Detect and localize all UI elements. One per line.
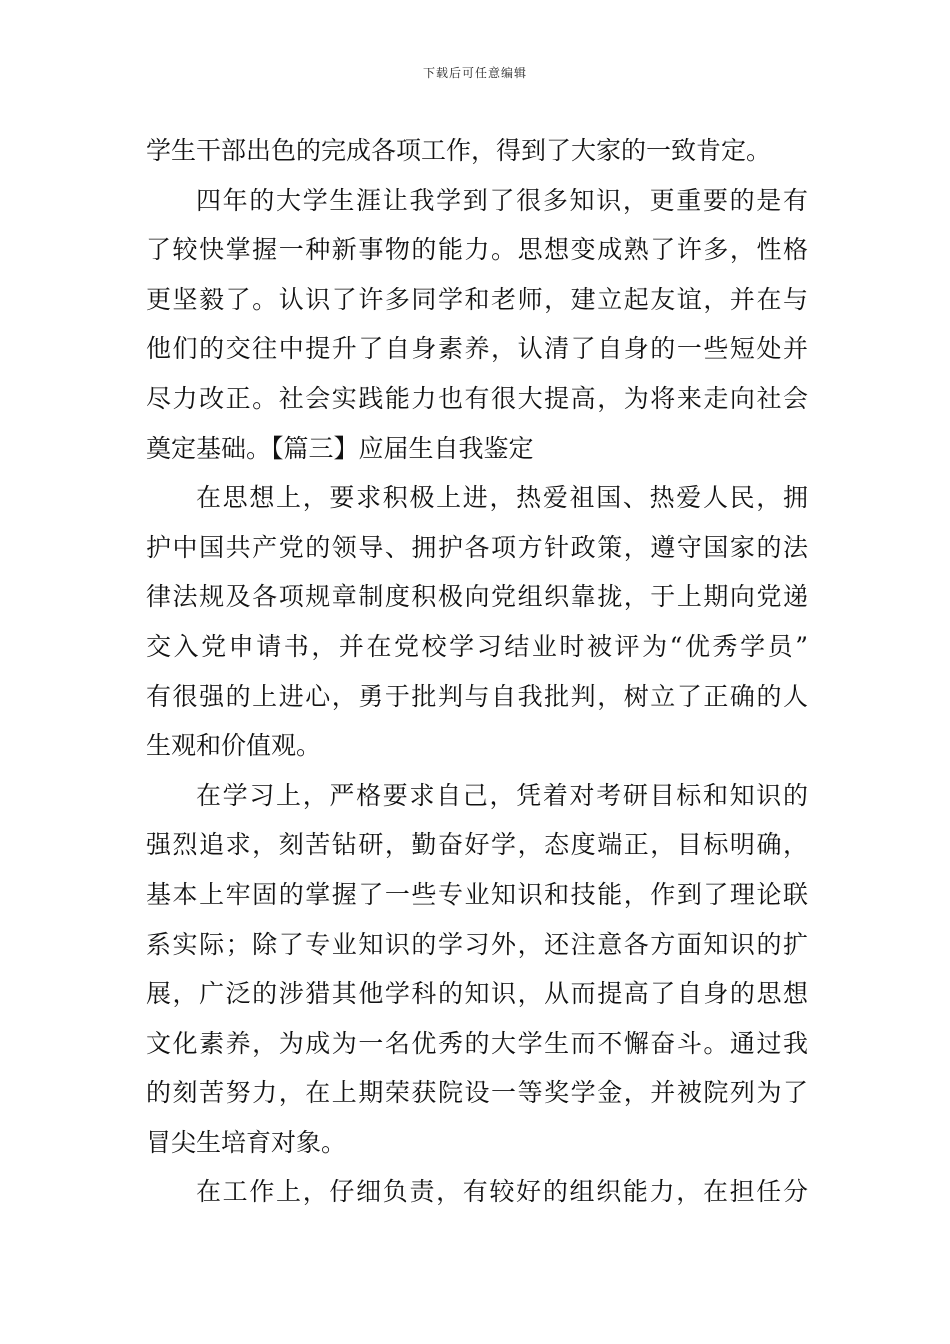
text-line: 交入党申请书，并在党校学习结业时被评为“优秀学员”: [146, 631, 808, 661]
text-line: 在思想上，要求积极上进，热爱祖国、热爱人民，拥: [196, 483, 808, 513]
document-body: [146, 126, 808, 1217]
text-line: 护中国共产党的领导、拥护各项方针政策，遵守国家的法: [146, 532, 808, 562]
text-line: 更坚毅了。认识了许多同学和老师，建立起友谊，并在与: [146, 284, 808, 314]
text-line: 在工作上，仔细负责，有较好的组织能力，在担任分: [196, 1177, 808, 1207]
text-line: 他们的交往中提升了自身素养，认清了自身的一些短处并: [146, 334, 808, 364]
text-line: 尽力改正。社会实践能力也有很大提高，为将来走向社会: [146, 383, 808, 413]
header-note: 下载后可任意编辑: [422, 66, 527, 80]
text-line: 了较快掌握一种新事物的能力。思想变成熟了许多，性格: [146, 235, 808, 265]
text-line: 展，广泛的涉猎其他学科的知识，从而提高了自身的思想: [146, 979, 808, 1009]
text-line: 基本上牢固的掌握了一些专业知识和技能，作到了理论联: [146, 879, 808, 909]
text-line: 生观和价值观。: [146, 731, 322, 761]
text-line: 四年的大学生涯让我学到了很多知识，更重要的是有: [196, 185, 808, 215]
text-line: 文化素养，为成为一名优秀的大学生而不懈奋斗。通过我: [146, 1028, 808, 1058]
text-line: 冒尖生培育对象。: [146, 1127, 347, 1157]
text-line: 系实际；除了专业知识的学习外，还注意各方面知识的扩: [146, 929, 808, 959]
text-line: 的刻苦努力，在上期荣获院设一等奖学金，并被院列为了: [146, 1078, 808, 1108]
text-line: 律法规及各项规章制度积极向党组织靠拢，于上期向党递: [146, 582, 808, 612]
text-line: 学生干部出色的完成各项工作，得到了大家的一致肯定。: [146, 136, 772, 165]
text-line: 有很强的上进心，勇于批判与自我批判，树立了正确的人: [146, 681, 808, 711]
text-line: 奠定基础。【篇三】应届生自我鉴定: [146, 433, 534, 463]
text-line: 强烈追求，刻苦钻研，勤奋好学，态度端正，目标明确，: [146, 830, 808, 860]
text-line: 在学习上，严格要求自己，凭着对考研目标和知识的: [196, 780, 808, 810]
